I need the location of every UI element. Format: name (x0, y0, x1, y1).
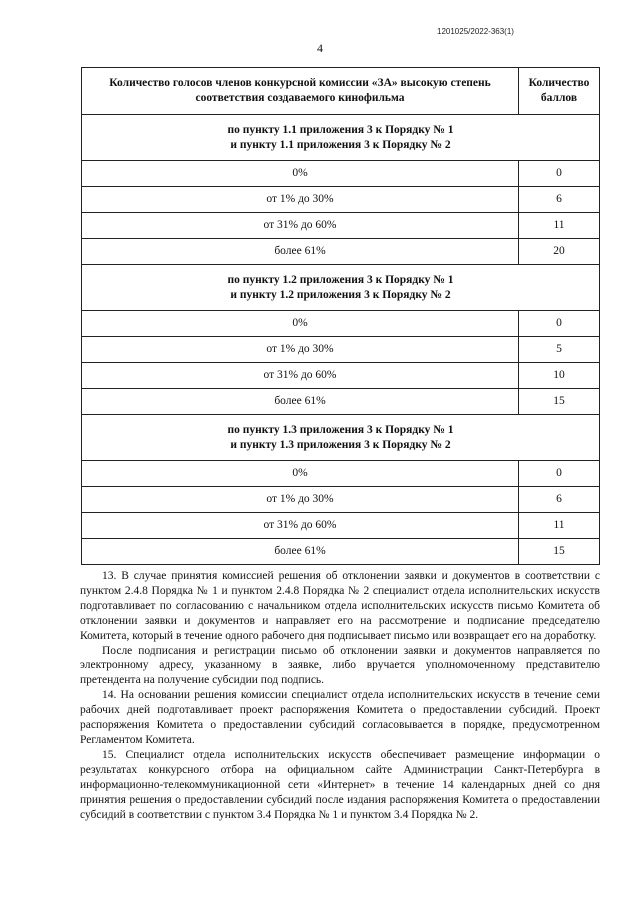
range-cell: от 31% до 60% (82, 513, 519, 539)
range-cell: более 61% (82, 239, 519, 265)
section-title-line: по пункту 1.3 приложения 3 к Порядку № 1 (227, 423, 454, 436)
table-row (82, 239, 600, 265)
range-cell: более 61% (82, 539, 519, 565)
table-row (82, 311, 600, 337)
paragraph-13-continuation: После подписания и регистрации письмо об отклонении заявки и документов направляется по электронному адресу, указанному в заявке, либо вручается уполномоченному представителю претендента на получение субсидии под подпись. (80, 644, 600, 687)
score-cell: 0 (519, 161, 600, 187)
score-cell: 6 (519, 487, 600, 513)
table-row (82, 539, 600, 565)
points-column-header: Количество баллов (519, 68, 600, 115)
score-cell: 15 (519, 539, 600, 565)
range-cell: от 1% до 30% (82, 337, 519, 363)
section-header (82, 115, 600, 161)
table-header-row (82, 68, 600, 115)
paragraph-14: 14. На основании решения комиссии специалист отдела исполнительских искусств в течение семи рабочих дней подготавливает проект распоряжения Комитета о предоставлении субсидий. Проект распоряжения Комитета о предоставлении субсидий согласовывается в порядке, предусмотренном Регламентом Комитета. (80, 689, 600, 746)
score-cell: 11 (519, 213, 600, 239)
score-cell: 10 (519, 363, 600, 389)
table-row (82, 513, 600, 539)
scores-table (81, 67, 600, 565)
paragraph-13: 13. В случае принятия комиссией решения об отклонении заявки и документов в соответствии с пунктом 2.4.8 Порядка № 1 и пунктом 2.4.8 Порядка № 2 специалист отдела исполнительских искусств подготавливает по согласованию с начальником отдела исполнительских искусств письмо Комитета об отклонении заявки и документов и направляет его на рассмотрение и подписание председателю Комитета, который в течение одного рабочего дня подписывает письмо или возвращает его на доработку. (80, 570, 600, 642)
range-cell: от 31% до 60% (82, 363, 519, 389)
table-row (82, 363, 600, 389)
section-header (82, 415, 600, 461)
table-row (82, 389, 600, 415)
table-row (82, 487, 600, 513)
document-id: 1201025/2022-363(1) (437, 27, 514, 36)
page-number: 4 (317, 41, 323, 55)
table-row (82, 187, 600, 213)
section-title-line: и пункту 1.1 приложения 3 к Порядку № 2 (230, 138, 451, 151)
score-cell: 0 (519, 311, 600, 337)
range-cell: 0% (82, 161, 519, 187)
section-title-line: по пункту 1.2 приложения 3 к Порядку № 1 (227, 273, 454, 286)
section-title (82, 115, 600, 161)
section-title-line: и пункту 1.3 приложения 3 к Порядку № 2 (230, 438, 451, 451)
score-cell: 20 (519, 239, 600, 265)
table-row (82, 461, 600, 487)
score-cell: 6 (519, 187, 600, 213)
score-cell: 0 (519, 461, 600, 487)
section-header (82, 265, 600, 311)
table-row (82, 337, 600, 363)
range-cell: от 1% до 30% (82, 487, 519, 513)
body-text (80, 569, 600, 822)
score-cell: 5 (519, 337, 600, 363)
range-cell: от 1% до 30% (82, 187, 519, 213)
section-title-line: и пункту 1.2 приложения 3 к Порядку № 2 (230, 288, 451, 301)
range-cell: 0% (82, 461, 519, 487)
paragraph-15: 15. Специалист отдела исполнительских искусств обеспечивает размещение информации о результатах конкурсного отбора на официальном сайте Администрации Санкт-Петербурга в информационно-телекоммуникационной сети «Интернет» в течение 14 календарных дней со дня принятия решения о предоставлении субсидий после издания распоряжения Комитета о предоставлении субсидий в соответствии с пунктом 3.4 Порядка № 1 и пунктом 3.4 Порядка № 2. (80, 748, 600, 821)
votes-column-header: Количество голосов членов конкурсной комиссии «ЗА» высокую степень соответствия создаваемого кинофильма (82, 68, 519, 115)
range-cell: 0% (82, 311, 519, 337)
section-title (82, 415, 600, 461)
score-cell: 11 (519, 513, 600, 539)
range-cell: более 61% (82, 389, 519, 415)
score-cell: 15 (519, 389, 600, 415)
range-cell: от 31% до 60% (82, 213, 519, 239)
section-title (82, 265, 600, 311)
table-row (82, 213, 600, 239)
section-title-line: по пункту 1.1 приложения 3 к Порядку № 1 (227, 123, 454, 136)
table-row (82, 161, 600, 187)
